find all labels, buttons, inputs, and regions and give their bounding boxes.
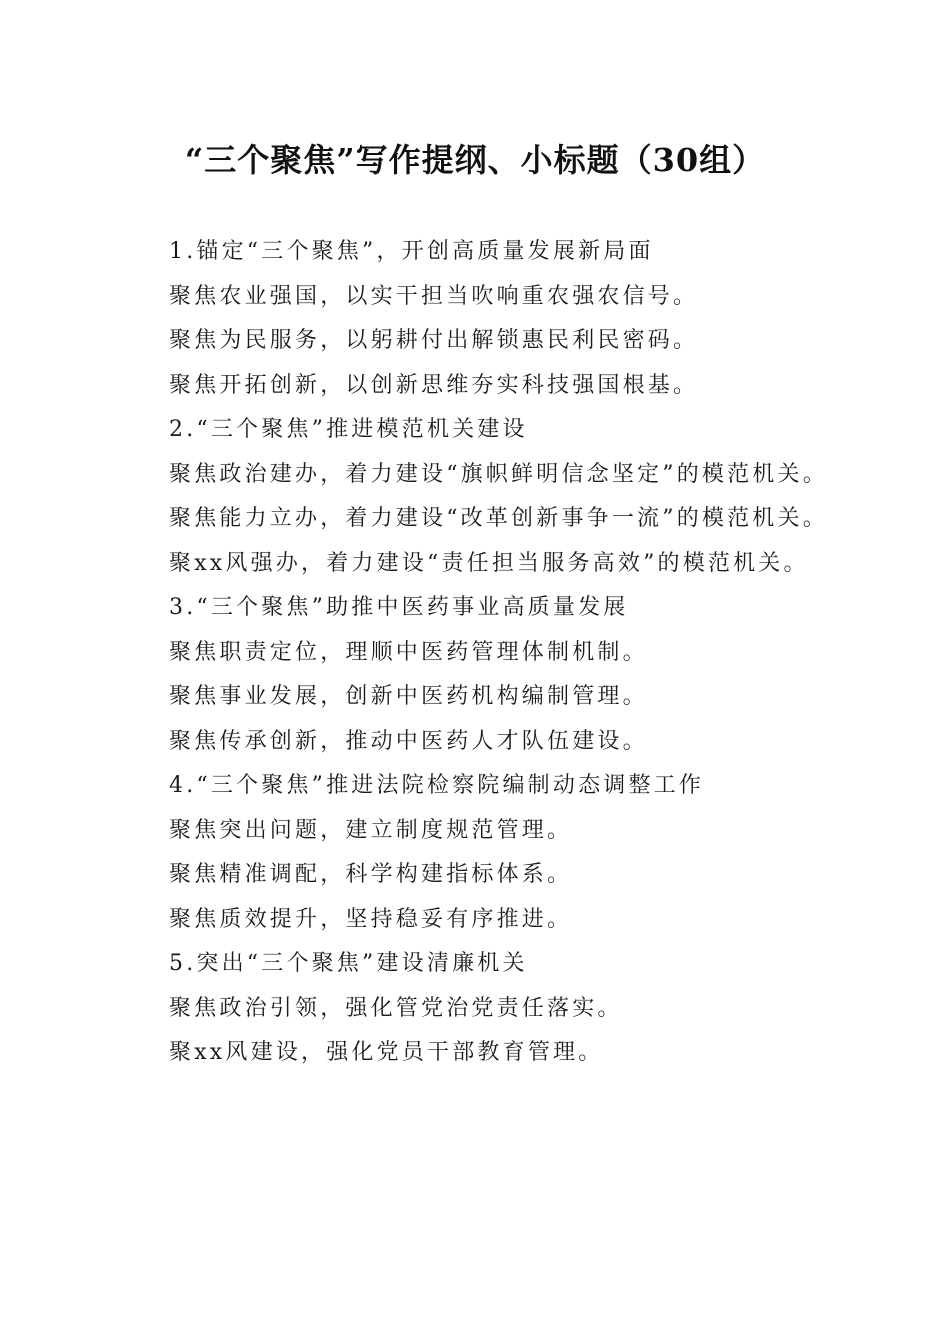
paragraph: 聚焦为民服务，以躬耕付出解锁惠民利民密码。 <box>169 328 699 353</box>
section-heading: 2.“三个聚焦”推进模范机关建设 <box>169 417 528 442</box>
paragraph: 聚焦职责定位，理顺中医药管理体制机制。 <box>169 639 648 665</box>
section-heading: 5.突出“三个聚焦”建设清廉机关 <box>169 951 528 976</box>
paragraph: 聚xx风强办，着力建设“责任担当服务高效”的模范机关。 <box>169 550 809 576</box>
section-heading: 1.锚定“三个聚焦”，开创高质量发展新局面 <box>169 239 654 264</box>
paragraph: 聚焦开拓创新，以创新思维夯实科技强国根基。 <box>169 372 699 398</box>
paragraph: 聚焦事业发展，创新中医药机构编制管理。 <box>169 684 648 709</box>
paragraph: 聚焦质效提升，坚持稳妥有序推进。 <box>169 906 573 932</box>
paragraph: 聚xx风建设，强化党员干部教育管理。 <box>169 1040 604 1065</box>
paragraph: 聚焦突出问题，建立制度规范管理。 <box>169 817 573 843</box>
paragraph: 聚焦政治引领，强化管党治党责任落实。 <box>169 995 623 1021</box>
page-title: “三个聚焦”写作提纲、小标题（30组） <box>184 141 766 179</box>
paragraph: 聚焦农业强国，以实干担当吹响重农强农信号。 <box>169 283 699 309</box>
paragraph: 聚焦政治建办，着力建设“旗帜鲜明信念坚定”的模范机关。 <box>169 461 828 487</box>
paragraph: 聚焦传承创新，推动中医药人才队伍建设。 <box>169 728 648 754</box>
section-heading: 3.“三个聚焦”助推中医药事业高质量发展 <box>169 595 629 620</box>
paragraph: 聚焦能力立办，着力建设“改革创新事争一流”的模范机关。 <box>169 506 828 531</box>
document-body <box>120 230 832 1076</box>
section-heading: 4.“三个聚焦”推进法院检察院编制动态调整工作 <box>169 773 705 798</box>
paragraph: 聚焦精准调配，科学构建指标体系。 <box>169 862 573 887</box>
